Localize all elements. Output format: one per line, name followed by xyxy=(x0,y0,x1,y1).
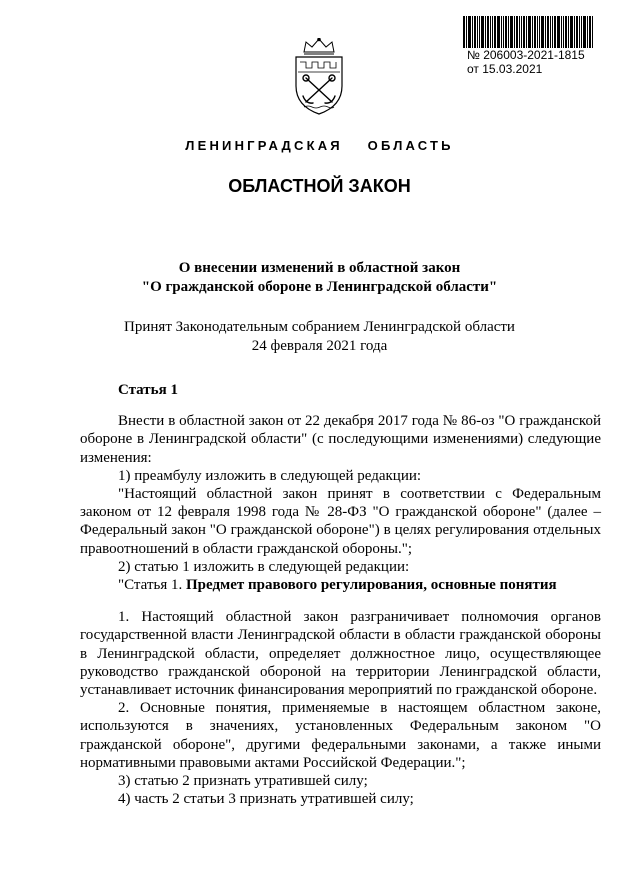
item-2-heading-line xyxy=(80,576,601,594)
barcode xyxy=(463,16,593,48)
item-3: 3) статью 2 признать утратившей силу; xyxy=(118,773,368,790)
document-type: ОБЛАСТНОЙ ЗАКОН xyxy=(228,176,411,196)
item-2: 2) статью 1 изложить в следующей редакции: xyxy=(118,558,410,575)
law-title-line2: "О гражданской обороне в Ленинградской области" xyxy=(141,279,498,295)
law-title-line1: О внесении изменений в областной закон xyxy=(178,260,461,276)
adoption-line1: Принят Законодательным собранием Ленинградской области xyxy=(124,319,515,335)
registration-block xyxy=(463,16,593,76)
article-heading: Статья 1 xyxy=(118,382,178,398)
article-intro: Внести в областной закон от 22 декабря 2017 года № 86-оз "О гражданской обороне в Ленинградской области" (с последующими изменениями) следующие изменения: xyxy=(80,413,601,466)
coat-of-arms-emblem xyxy=(286,38,352,116)
law-body xyxy=(80,381,601,808)
item-1-text: "Настоящий областной закон принят в соответствии с Федеральным законом от 12 февраля 1998 года № 28-ФЗ "О гражданской обороне" (далее – Федеральный закон "О гражданской обороне") в целях регулирования отдельных правоотношений в области гражданской обороны."; xyxy=(80,486,601,557)
registration-date: от 15.03.2021 xyxy=(467,62,543,76)
adoption-date: 24 февраля 2021 года xyxy=(251,338,388,354)
item-2-prefix: "Статья 1. xyxy=(118,577,186,594)
region-name: ЛЕНИНГРАДСКАЯ ОБЛАСТЬ xyxy=(185,138,454,153)
item-2-heading: Предмет правового регулирования, основные понятия xyxy=(185,577,557,594)
clause-2: 2. Основные понятия, применяемые в настоящем областном законе, используются в значениях, установленных Федеральным законом "О гражданской обороне", другими федеральными законами, а также иными нормативными правовыми актами Российской Федерации."; xyxy=(80,700,601,771)
adoption-note xyxy=(60,318,579,356)
law-title xyxy=(80,259,559,297)
registration-number: № 206003-2021-1815 xyxy=(467,48,585,62)
item-4: 4) часть 2 статьи 3 признать утратившей силу; xyxy=(118,791,414,808)
item-1: 1) преамбулу изложить в следующей редакции: xyxy=(118,467,422,484)
clause-1: 1. Настоящий областной закон разграничивает полномочия органов государственной власти Ленинградской области в области гражданской обороны в Ленинградской области, определяет должностное лицо, осуществляющее руководство гражданской обороной на территории Ленинградской области, устанавливает источник финансирования мероприятий по гражданской обороне. xyxy=(80,609,601,699)
